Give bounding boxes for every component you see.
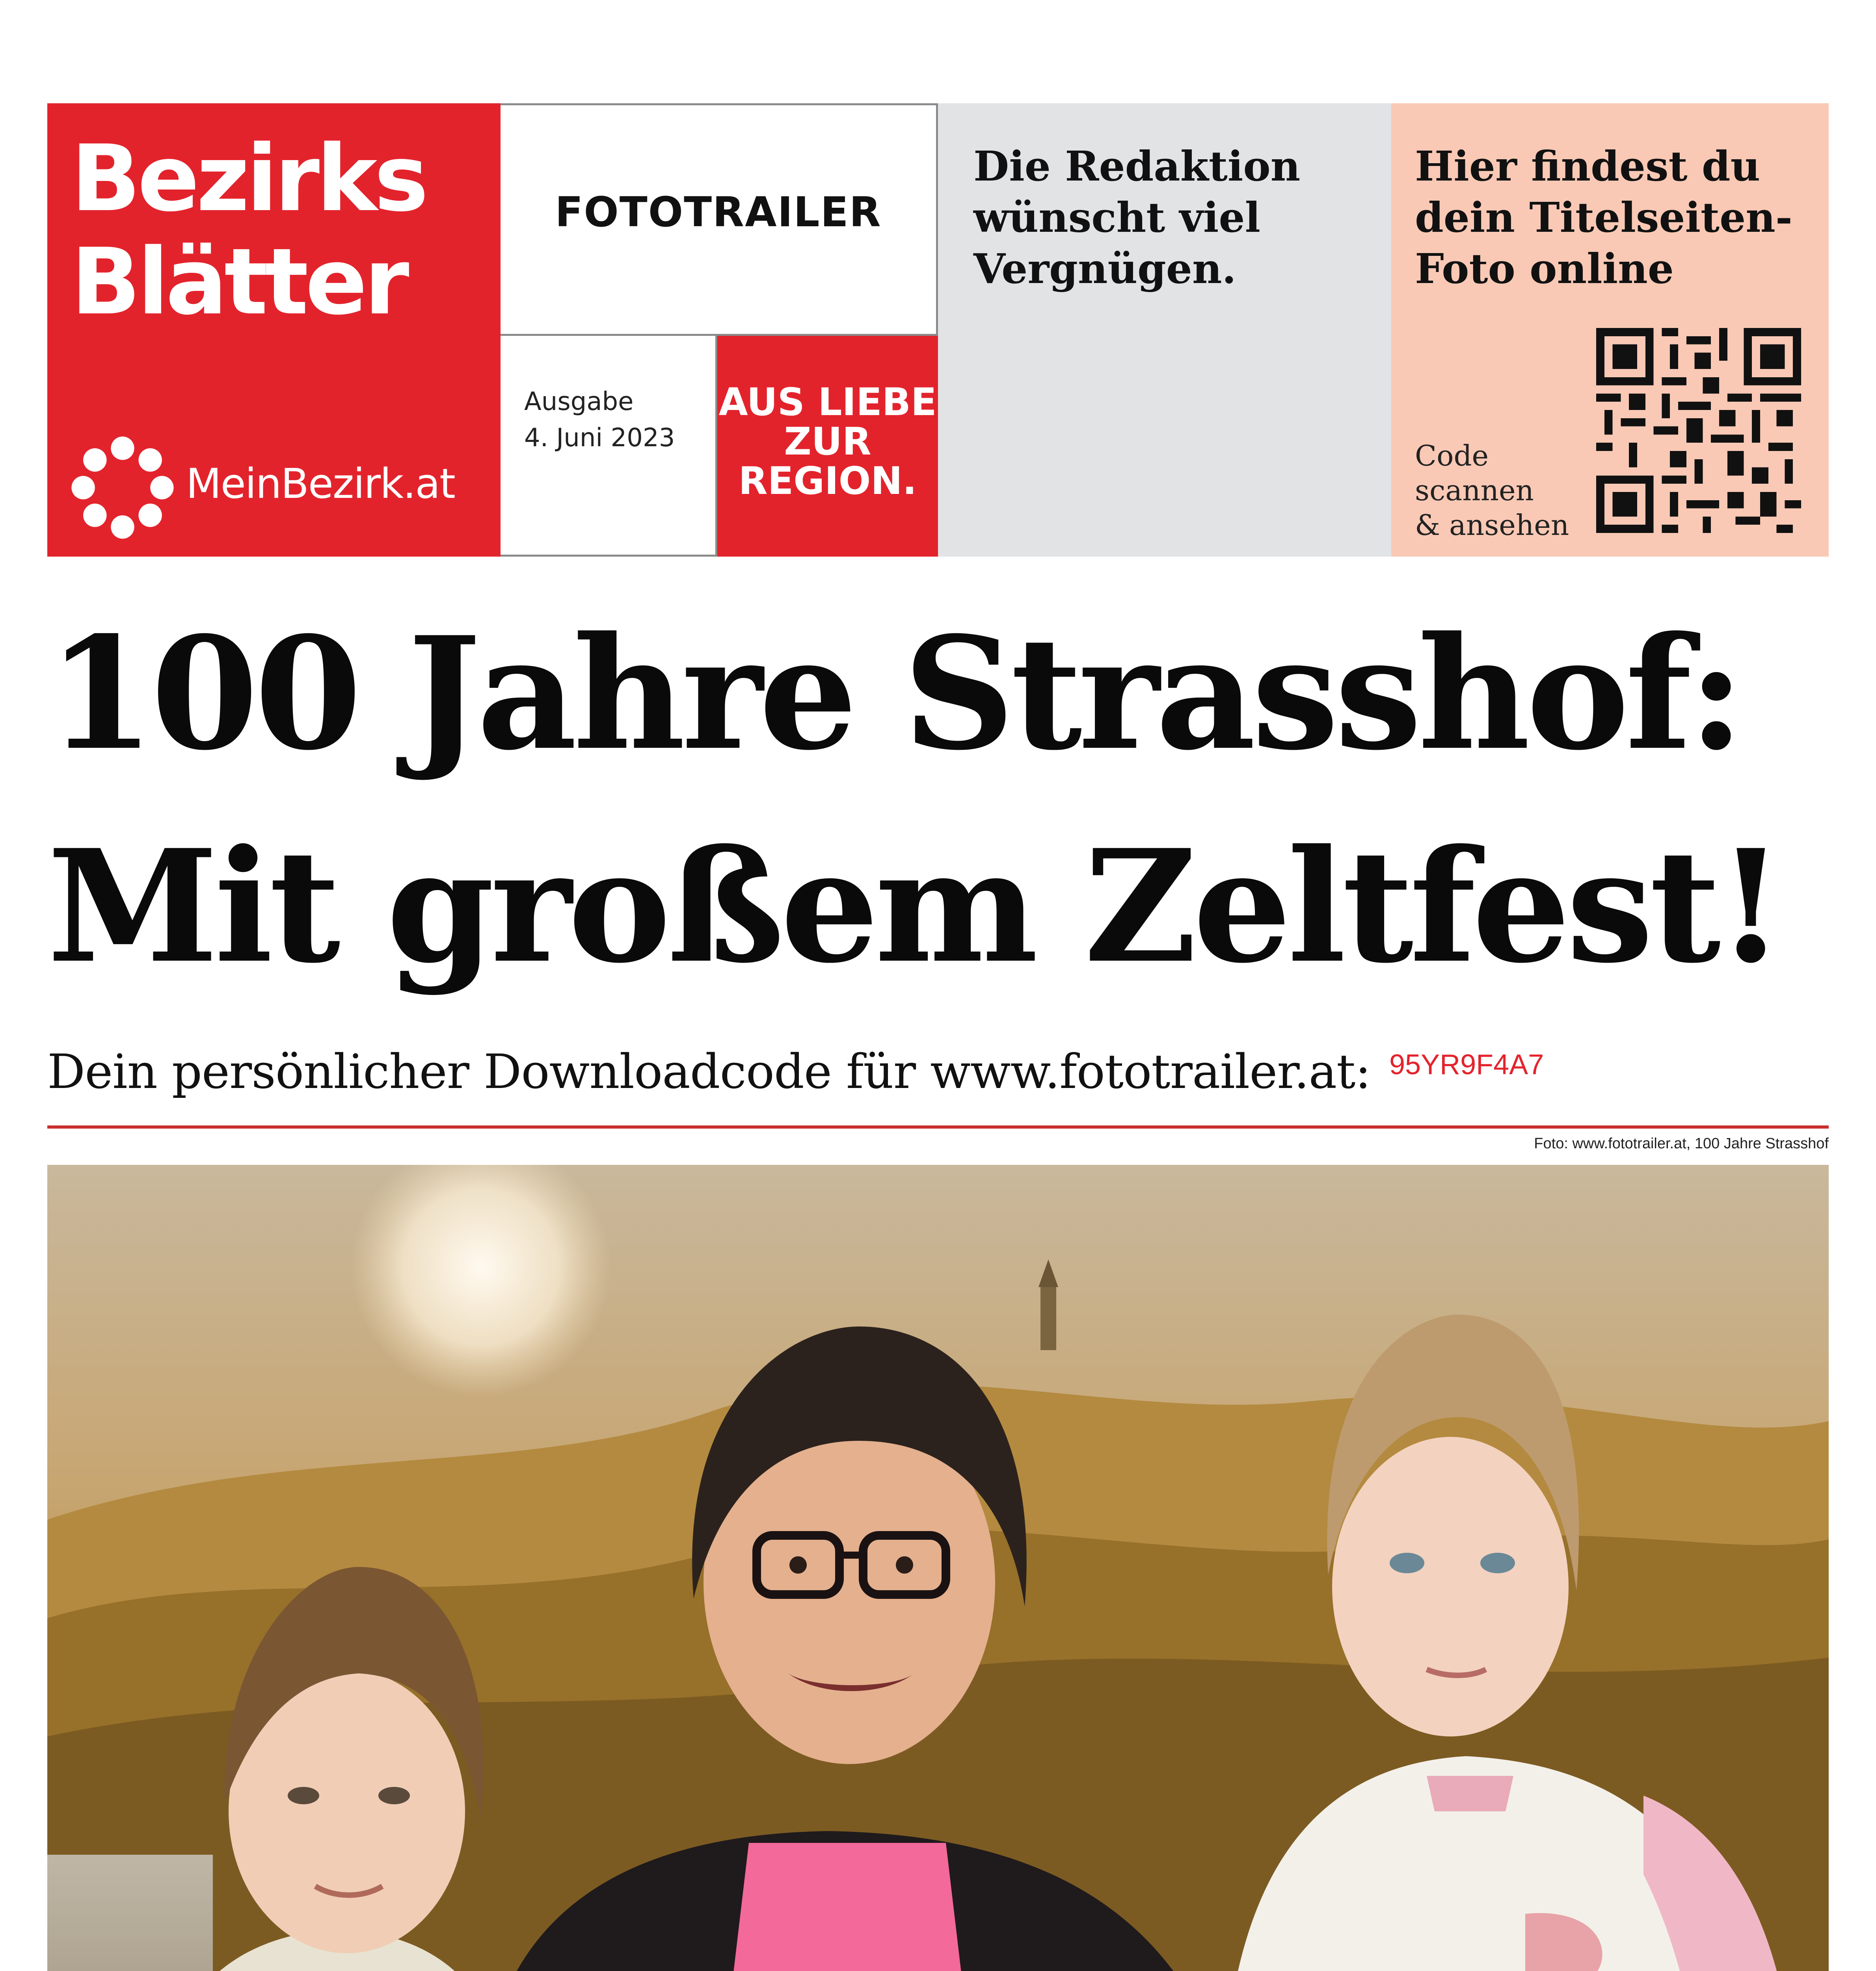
section-label-box — [501, 103, 938, 336]
edition-date: 4. Juni 2023 — [524, 423, 675, 453]
slogan-line-2: ZUR — [784, 419, 871, 464]
section-label: FOTOTRAILER — [555, 188, 882, 236]
editorial-text — [973, 141, 1300, 294]
editorial-line-2: wünscht viel — [973, 193, 1261, 242]
cover-photo — [47, 1165, 1829, 1971]
slogan-line-3: REGION. — [738, 459, 917, 503]
qr-code-icon[interactable] — [1596, 328, 1801, 533]
scan-line-2: scannen — [1415, 474, 1534, 507]
divider — [47, 1125, 1829, 1129]
slogan-line-1: AUS LIEBE — [718, 380, 937, 424]
online-text — [1415, 141, 1792, 294]
download-label: Dein persönlicher Downloadcode für www.fototrailer.at: — [47, 1045, 1371, 1099]
headline-line-2: Mit großem Zeltfest! — [47, 816, 1781, 997]
meinbezirk-flower-icon — [69, 434, 176, 541]
scan-line-3: & ansehen — [1415, 509, 1569, 542]
scan-line-1: Code — [1415, 439, 1489, 472]
editorial-note — [938, 103, 1391, 557]
logo-website: MeinBezirk.at — [186, 460, 455, 508]
edition-label: Ausgabe — [524, 387, 634, 416]
editorial-line-3: Vergnügen. — [973, 244, 1236, 293]
logo-title — [71, 127, 426, 333]
online-line-2: dein Titelseiten- — [1415, 193, 1793, 242]
slogan-box — [717, 336, 938, 557]
logo-line-2: Blätter — [71, 229, 406, 335]
photo-credit: Foto: www.fototrailer.at, 100 Jahre Strasshof — [1534, 1135, 1829, 1152]
headline-line-1: 100 Jahre Strasshof: — [47, 603, 1741, 784]
download-code[interactable]: 95YR9F4A7 — [1389, 1049, 1544, 1081]
headline — [47, 587, 1821, 1013]
editorial-line-1: Die Redaktion — [973, 142, 1301, 190]
edition-box — [501, 336, 717, 557]
logo-line-1: Bezirks — [71, 125, 426, 232]
online-line-1: Hier findest du — [1415, 142, 1761, 190]
scan-instruction — [1415, 438, 1569, 542]
photo-illustration — [47, 1165, 1829, 1971]
online-photo-box — [1391, 103, 1829, 557]
online-line-3: Foto online — [1415, 244, 1674, 293]
bezirksblaetter-logo — [47, 103, 501, 557]
